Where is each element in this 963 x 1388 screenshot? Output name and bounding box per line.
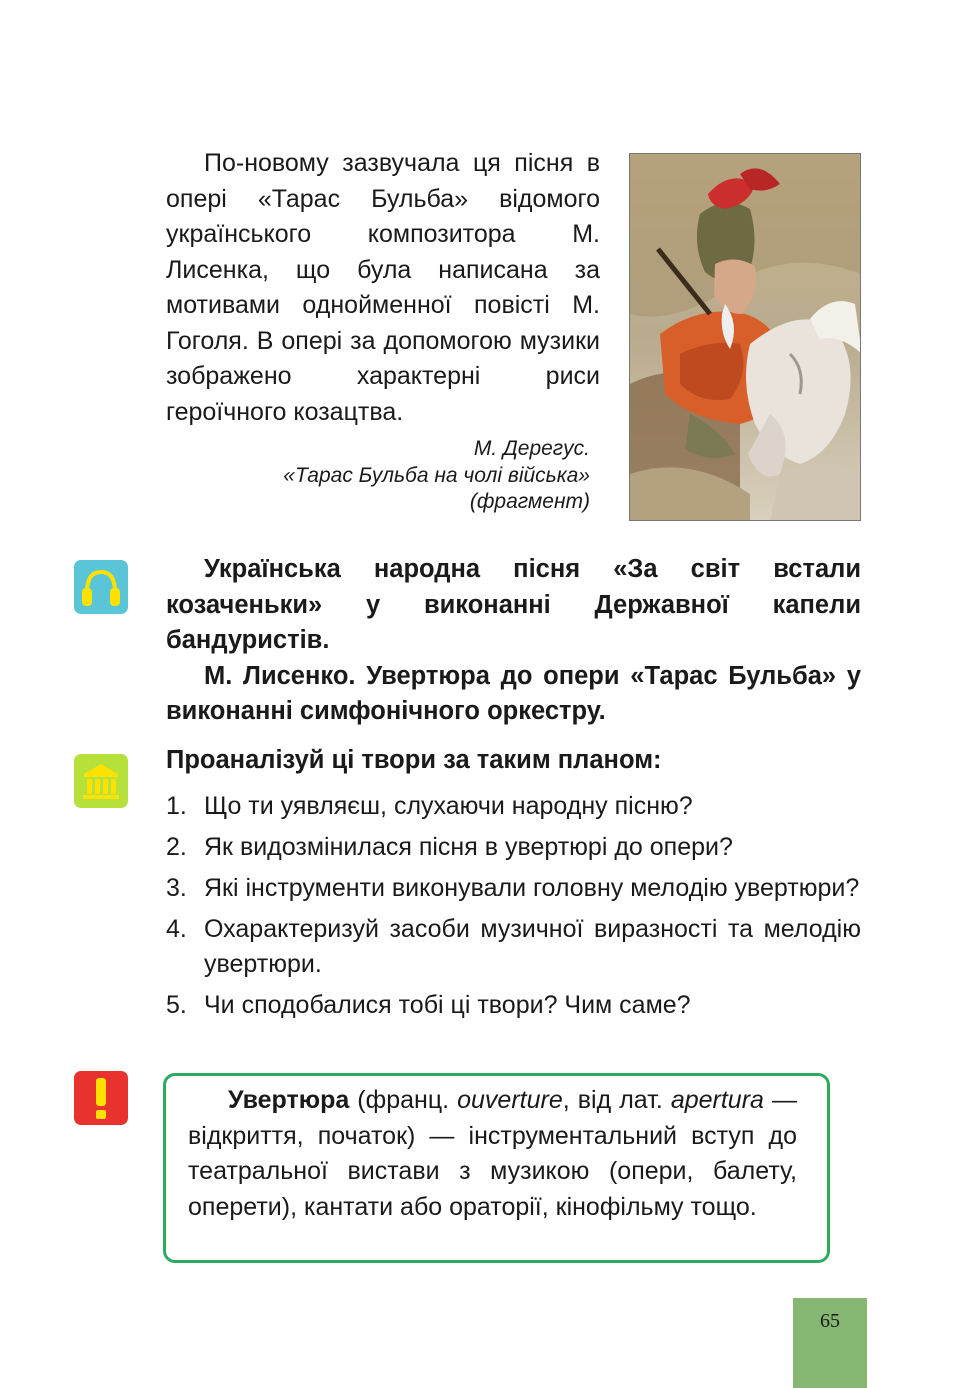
painting-image: [629, 153, 861, 521]
definition-latin-word: apertura: [670, 1086, 764, 1114]
definition-french-word: ouverture: [457, 1086, 563, 1114]
painting-note: (фрагмент): [469, 490, 590, 513]
question-item: [166, 912, 861, 982]
listening-section: [166, 552, 861, 730]
question-number: 2.: [166, 833, 187, 861]
question-text: Що ти уявляєш, слухаючи народну пісню?: [204, 792, 693, 820]
painting-caption: [166, 436, 590, 516]
question-text: Охарактеризуй засоби музичної виразності та мелодію увертюри.: [204, 915, 861, 978]
listening-item-overture: М. Лисенко. Увертюра до опери «Тарас Бульба» у виконанні симфонічного оркестру.: [166, 661, 861, 725]
exclamation-icon: [74, 1071, 128, 1125]
definition-part3: — відкриття, початок) — інструментальний вступ до театральної вистави з музикою (опери, балету, оперети), кантати або ораторії, кінофільму тощо.: [188, 1086, 797, 1221]
painting-author: М. Дерегус.: [473, 437, 590, 460]
page-number-tab: [793, 1298, 867, 1388]
question-number: 1.: [166, 792, 187, 820]
headphones-icon: [74, 560, 128, 614]
museum-icon: [74, 754, 128, 808]
painting-title: «Тарас Бульба на чолі війська»: [283, 463, 590, 487]
question-item: [166, 830, 861, 865]
intro-paragraph: [166, 146, 600, 430]
intro-text: По-новому зазвучала ця пісня в опері «Тарас Бульба» відомого українського композитора М. Лисенка, що була написана за мотивами однойменної повісті М. Гоголя. В опері за допомогою музики зображено характерні риси героїчного козацтва.: [166, 149, 600, 426]
question-number: 5.: [166, 991, 187, 1019]
question-number: 3.: [166, 874, 187, 902]
analysis-questions: [166, 789, 861, 1029]
question-number: 4.: [166, 915, 187, 943]
definition-box: [163, 1073, 830, 1263]
painting-illustration: [630, 154, 861, 521]
definition-term: Увертюра: [228, 1086, 350, 1114]
question-text: Чи сподобалися тобі ці твори? Чим саме?: [204, 991, 691, 1019]
question-item: [166, 871, 861, 906]
listening-item-folk-song: Українська народна пісня «За світ встали козаченьки» у виконанні Державної капели бандуристів.: [166, 555, 861, 654]
question-text: Як видозмінилася пісня в увертюрі до опери?: [204, 833, 733, 861]
question-item: [166, 988, 861, 1023]
definition-part2: , від лат.: [562, 1086, 671, 1114]
question-item: [166, 789, 861, 824]
definition-part1: (франц.: [349, 1086, 458, 1114]
page-number: 65: [820, 1310, 840, 1332]
analysis-title: Проаналізуй ці твори за таким планом:: [166, 746, 662, 774]
definition-text: [188, 1083, 797, 1225]
question-text: Які інструменти виконували головну мелодію увертюри?: [204, 874, 860, 902]
